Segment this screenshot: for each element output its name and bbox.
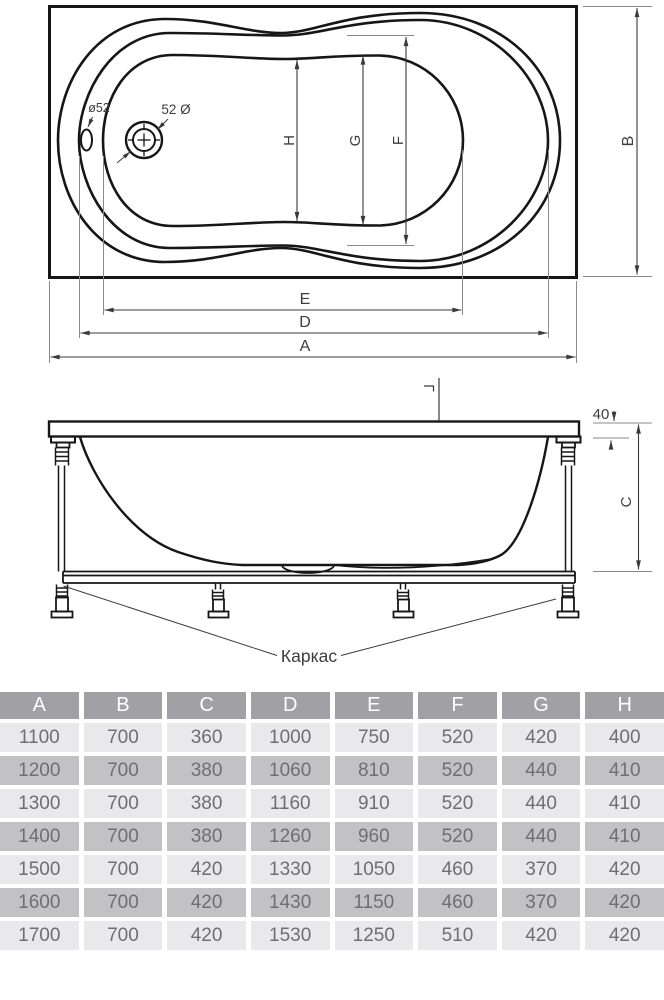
- table-cell: 400: [585, 723, 664, 752]
- table-cell: 1300: [0, 789, 79, 818]
- middle-leg-left: [209, 583, 229, 618]
- table-cell: 420: [502, 921, 581, 950]
- table-cell: 410: [585, 756, 664, 785]
- table-cell: 1400: [0, 822, 79, 851]
- table-cell: 810: [335, 756, 414, 785]
- table-cell: 700: [84, 756, 163, 785]
- drain-leader-line-lower: [117, 152, 131, 164]
- table-header-D: D: [251, 692, 330, 719]
- table-cell: 410: [585, 822, 664, 851]
- table-cell: 510: [418, 921, 497, 950]
- right-leg: [557, 437, 581, 618]
- tub-side-body: [49, 422, 579, 574]
- label-B: B: [620, 135, 637, 147]
- table-cell: 420: [167, 855, 246, 884]
- table-cell: 700: [84, 822, 163, 851]
- table-header-A: A: [0, 692, 79, 719]
- side-view-drawing: [0, 375, 664, 690]
- drain-leader-line-upper: [158, 119, 169, 130]
- table-cell: 520: [418, 822, 497, 851]
- dimension-lines: [51, 8, 638, 357]
- table-cell: 410: [585, 789, 664, 818]
- top-view-drawing: [0, 0, 664, 375]
- table-cell: 700: [84, 888, 163, 917]
- table-cell: 420: [585, 855, 664, 884]
- table-cell: 750: [335, 723, 414, 752]
- table-cell: 420: [167, 888, 246, 917]
- table-cell: 1200: [0, 756, 79, 785]
- table-cell: 360: [167, 723, 246, 752]
- table-header-H: H: [585, 692, 664, 719]
- table-cell: 370: [502, 888, 581, 917]
- table-cell: 1150: [335, 888, 414, 917]
- table-cell: 420: [167, 921, 246, 950]
- rim-slab: [49, 422, 579, 437]
- table-cell: 1050: [335, 855, 414, 884]
- table-cell: 1430: [251, 888, 330, 917]
- table-cell: 1600: [0, 888, 79, 917]
- table-header-E: E: [335, 692, 414, 719]
- label-E: E: [299, 291, 311, 308]
- corner-mark-icon: [424, 386, 434, 392]
- table-cell: 1100: [0, 723, 79, 752]
- side-dimension-lines: [611, 411, 639, 570]
- table-cell: 700: [84, 855, 163, 884]
- table-header-F: F: [418, 692, 497, 719]
- frame-label: Каркас: [280, 646, 338, 666]
- label-H: H: [281, 135, 298, 146]
- table-cell: 420: [585, 921, 664, 950]
- table-cell: 700: [84, 723, 163, 752]
- table-cell: 520: [418, 789, 497, 818]
- tub-top-outline: [50, 7, 577, 278]
- overflow-leader-line: [88, 117, 93, 127]
- table-cell: 1060: [251, 756, 330, 785]
- table-header-G: G: [502, 692, 581, 719]
- table-cell: 1700: [0, 921, 79, 950]
- table-cell: 1250: [335, 921, 414, 950]
- drain-label: 52 Ø: [161, 102, 191, 117]
- table-cell: 420: [585, 888, 664, 917]
- table-cell: 380: [167, 822, 246, 851]
- drain-icon: [126, 122, 162, 158]
- table-cell: 1330: [251, 855, 330, 884]
- label-D: D: [299, 314, 311, 331]
- table-cell: 440: [502, 822, 581, 851]
- table-cell: 700: [84, 789, 163, 818]
- table-cell: 520: [418, 723, 497, 752]
- table-cell: 380: [167, 756, 246, 785]
- table-cell: 370: [502, 855, 581, 884]
- overflow-hole-icon: [81, 130, 92, 151]
- table-cell: 520: [418, 756, 497, 785]
- table-cell: 1500: [0, 855, 79, 884]
- table-cell: 380: [167, 789, 246, 818]
- table-cell: 460: [418, 888, 497, 917]
- left-leg: [51, 437, 75, 618]
- table-cell: 440: [502, 756, 581, 785]
- middle-leg-right: [394, 583, 414, 618]
- label-G: G: [347, 134, 364, 147]
- table-cell: 420: [502, 723, 581, 752]
- label-A: A: [299, 338, 311, 355]
- table-cell: 440: [502, 789, 581, 818]
- label-C: C: [618, 496, 635, 508]
- table-cell: 1260: [251, 822, 330, 851]
- table-cell: 960: [335, 822, 414, 851]
- table-header-B: B: [84, 692, 163, 719]
- drain-position-marker: [424, 378, 439, 421]
- table-header-C: C: [167, 692, 246, 719]
- table-cell: 910: [335, 789, 414, 818]
- label-40: 40: [592, 406, 610, 423]
- table-cell: 460: [418, 855, 497, 884]
- overflow-label: ø52: [88, 101, 110, 115]
- table-cell: 1530: [251, 921, 330, 950]
- frame-rails: [63, 572, 575, 584]
- table-cell: 1000: [251, 723, 330, 752]
- bowl-profile: [80, 437, 548, 565]
- table-cell: 1160: [251, 789, 330, 818]
- dimension-table: [0, 692, 664, 950]
- label-F: F: [390, 135, 407, 146]
- table-cell: 700: [84, 921, 163, 950]
